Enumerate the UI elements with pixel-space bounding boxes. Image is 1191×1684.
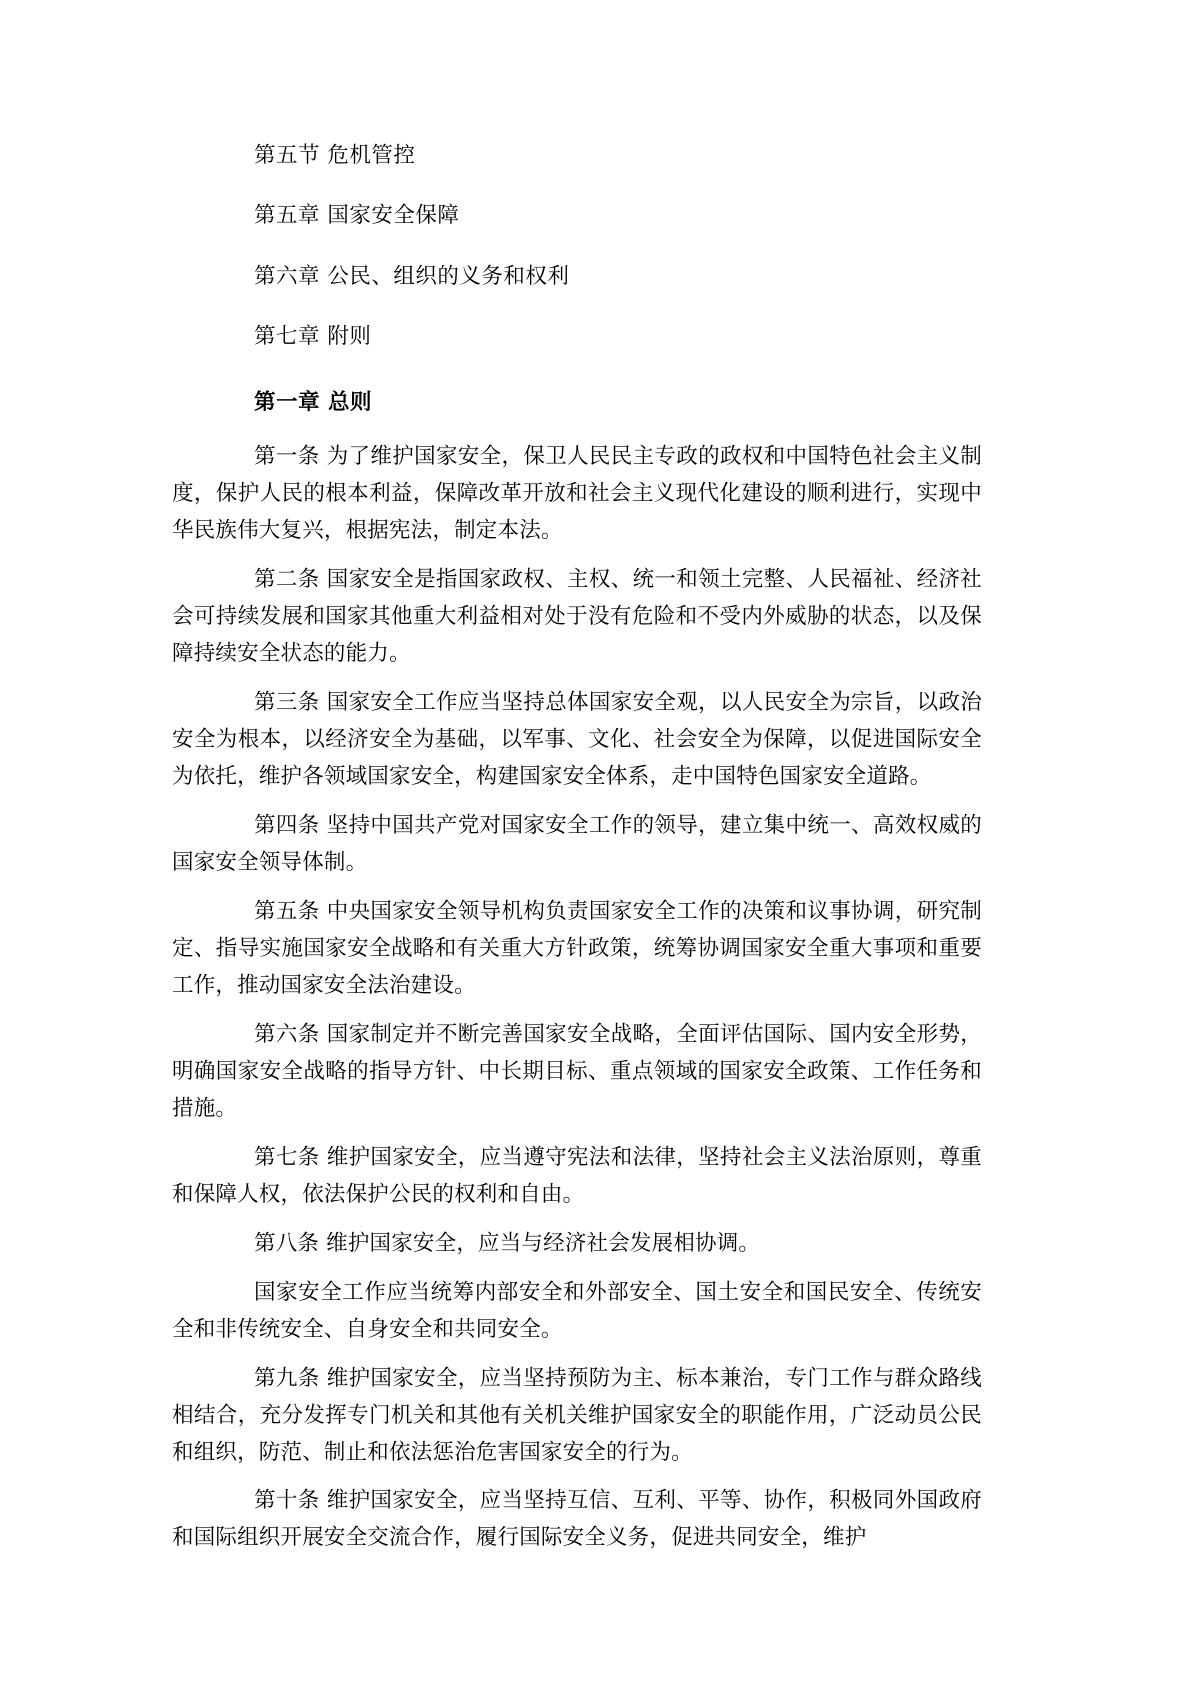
article-paragraph: 第五条 中央国家安全领导机构负责国家安全工作的决策和议事协调，研究制定、指导实施国家安全战略和有关重大方针政策，统筹协调国家安全重大事项和重要工作，推动国家安全法治建设。 — [172, 898, 982, 998]
chapter-heading: 第一章 总则 — [254, 390, 372, 415]
toc-entry: 第六章 公民、组织的义务和权利 — [254, 263, 570, 289]
article-paragraph: 第四条 坚持中国共产党对国家安全工作的领导，建立集中统一、高效权威的国家安全领导体制。 — [172, 812, 982, 875]
article-paragraph: 第三条 国家安全工作应当坚持总体国家安全观，以人民安全为宗旨，以政治安全为根本，以经济安全为基础，以军事、文化、社会安全为保障，以促进国际安全为依托，维护各领域国家安全，构建国家安全体系，走中国特色国家安全道路。 — [172, 690, 982, 789]
toc-entry: 第五章 国家安全保障 — [254, 203, 460, 229]
article-paragraph: 第八条 维护国家安全，应当与经济社会发展相协调。 — [254, 1230, 761, 1256]
article-paragraph: 第十条 维护国家安全，应当坚持互信、互利、平等、协作，积极同外国政府和国际组织开展安全交流合作，履行国际安全义务，促进共同安全，维护 — [172, 1488, 982, 1551]
toc-entry: 第五节 危机管控 — [254, 143, 416, 168]
article-paragraph: 第九条 维护国家安全，应当坚持预防为主、标本兼治，专门工作与群众路线相结合，充分发挥专门机关和其他有关机关维护国家安全的职能作用，广泛动员公民和组织，防范、制止和依法惩治危害国家安全的行为。 — [172, 1365, 982, 1465]
article-paragraph: 第七条 维护国家安全，应当遵守宪法和法律，坚持社会主义法治原则，尊重和保障人权，依法保护公民的权利和自由。 — [172, 1144, 982, 1207]
article-paragraph: 国家安全工作应当统筹内部安全和外部安全、国土安全和国民安全、传统安全和非传统安全、自身安全和共同安全。 — [172, 1279, 982, 1342]
article-paragraph: 第六条 国家制定并不断完善国家安全战略，全面评估国际、国内安全形势，明确国家安全战略的指导方针、中长期目标、重点领域的国家安全政策、工作任务和措施。 — [172, 1021, 982, 1121]
toc-entry: 第七章 附则 — [254, 323, 372, 349]
document-body — [172, 140, 982, 1557]
article-paragraph: 第二条 国家安全是指国家政权、主权、统一和领土完整、人民福祉、经济社会可持续发展和国家其他重大利益相对处于没有危险和不受内外威胁的状态，以及保障持续安全状态的能力。 — [172, 567, 982, 667]
article-paragraph: 第一条 为了维护国家安全，保卫人民民主专政的政权和中国特色社会主义制度，保护人民的根本利益，保障改革开放和社会主义现代化建设的顺利进行，实现中华民族伟大复兴，根据宪法，制定本法。 — [172, 444, 982, 544]
